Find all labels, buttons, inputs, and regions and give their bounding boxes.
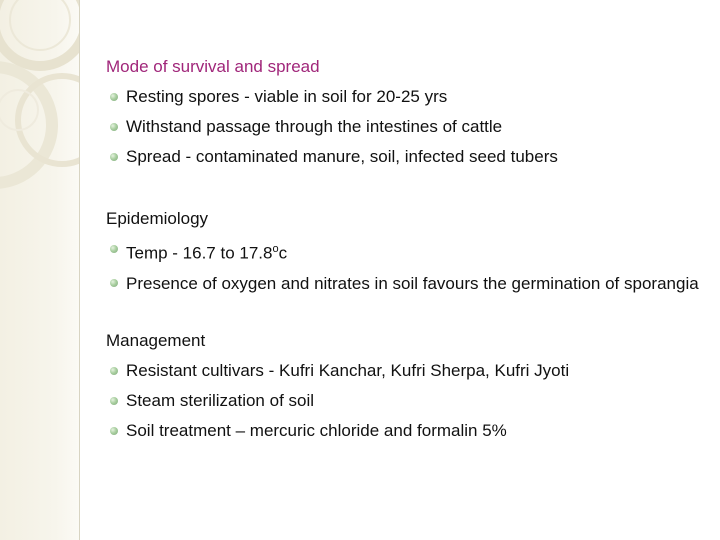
list-item: Resistant cultivars - Kufri Kanchar, Kufri Sherpa, Kufri Jyoti (106, 356, 706, 386)
management-list (106, 356, 706, 446)
side-decoration-panel (0, 0, 80, 540)
list-item: Soil treatment – mercuric chloride and formalin 5% (106, 416, 706, 446)
bullet-icon (110, 367, 118, 375)
list-item: Withstand passage through the intestines of cattle (106, 112, 706, 142)
list-item: Presence of oxygen and nitrates in soil favours the germination of sporangia (106, 269, 706, 299)
bullet-icon (110, 93, 118, 101)
list-item: Steam sterilization of soil (106, 386, 706, 416)
epidemiology-list (106, 234, 706, 299)
bullet-icon (110, 153, 118, 161)
bullet-icon (110, 123, 118, 131)
section-heading-management: Management (106, 330, 206, 350)
bullet-icon (110, 397, 118, 405)
bullet-icon (110, 279, 118, 287)
slide-content (106, 52, 706, 446)
list-item: Spread - contaminated manure, soil, infected seed tubers (106, 142, 706, 172)
bullet-icon (110, 427, 118, 435)
bullet-icon (110, 245, 118, 253)
section-heading-epidemiology: Epidemiology (106, 209, 209, 228)
section-heading-survival: Mode of survival and spread (106, 57, 320, 76)
survival-list (106, 82, 706, 172)
list-item: Temp - 16.7 to 17.8$^o$c (106, 234, 706, 269)
list-item: Resting spores - viable in soil for 20-25 yrs (106, 82, 706, 112)
decorative-rings (0, 0, 79, 540)
